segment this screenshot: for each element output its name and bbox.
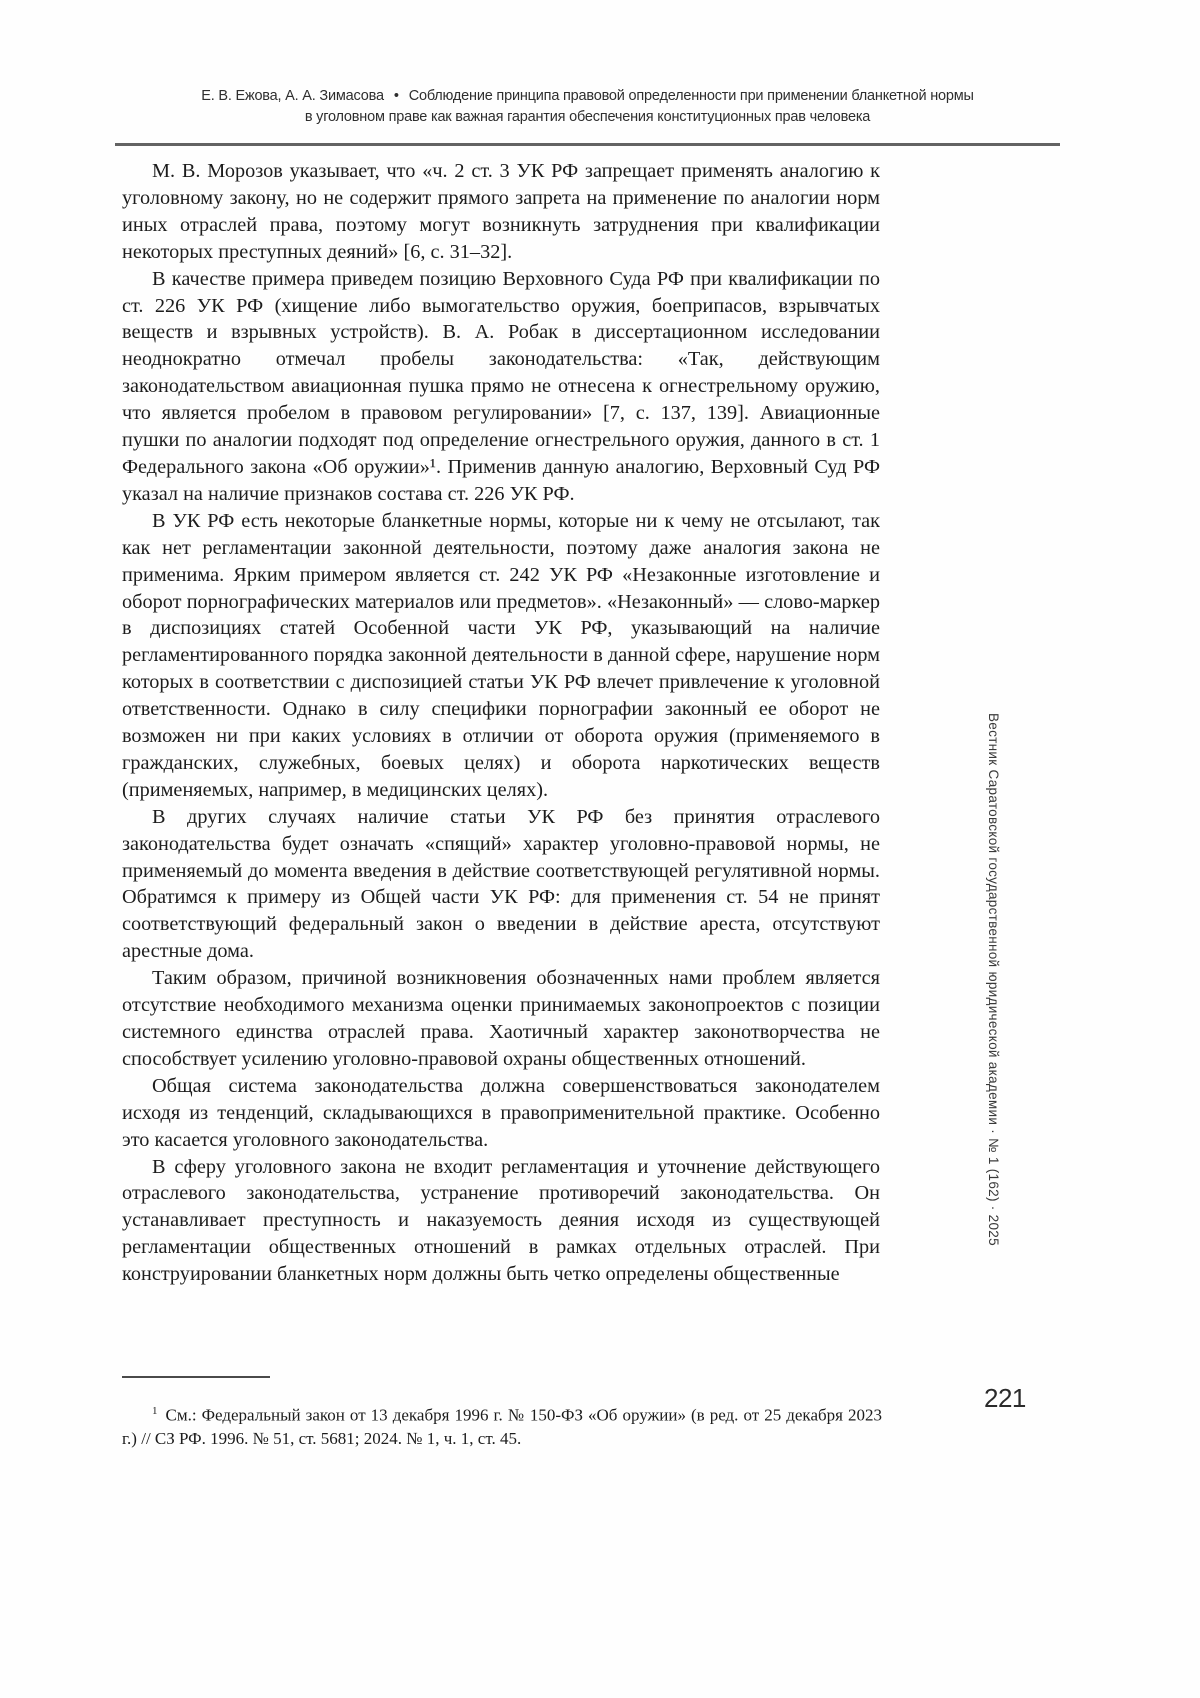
article-paragraph: В сферу уголовного закона не входит регламентация и уточнение действующего отраслевого законодательства, устранение противоречий законодательства. Он устанавливает преступность и наказуемость деяния исходя из существующей регламентации общественных отношений в рамках отдельных отраслей. При конструировании бланкетных норм должны быть четко определены общественные <box>122 1155 880 1286</box>
header-authors: Е. В. Ежова, А. А. Зимасова <box>201 88 384 104</box>
footnote-marker: 1 <box>152 1405 158 1417</box>
header-rule <box>115 143 1060 146</box>
article-paragraph: В качестве примера приведем позицию Верховного Суда РФ при квалификации по ст. 226 УК РФ (хищение либо вымогательство оружия, боеприпасов, взрывчатых веществ и взрывных устройств). В. А. Робак в диссертационном исследовании неоднократно отмечал пробелы законодательства: «Так, действующим законодательством авиационная пушка прямо не отнесена к огнестрельному оружию, что является пробелом в правовом регулировании» [7, с. 137, 139]. Авиационные пушки по аналогии подходят под определение огнестрельного оружия, данного в ст. 1 Федерального закона «Об оружии»¹. Применив данную аналогию, Верховный Суд РФ указал на наличие признаков состава ст. 226 УК РФ. <box>122 267 880 505</box>
article-paragraph: М. В. Морозов указывает, что «ч. 2 ст. 3 УК РФ запрещает применять аналогию к уголовному закону, но не содержит прямого запрета на применение по аналогии норм иных отраслей права, поэтому могут возникнуть затруднения при квалификации некоторых преступных деяний» [6, с. 31–32]. <box>122 160 880 263</box>
article-body <box>122 158 880 1288</box>
header-title-part1: Соблюдение принципа правовой определенности при применении бланкетной нормы <box>408 88 974 104</box>
article-paragraph: Общая система законодательства должна совершенствоваться законодателем исходя из тенденций, складывающихся в правоприменительной практике. Особенно это касается уголовного законодательства. <box>122 1074 880 1151</box>
header-title-part2: в уголовном праве как важная гарантия обеспечения конституционных прав человека <box>304 109 871 125</box>
header-separator-bullet: • <box>393 88 399 104</box>
article-paragraph: В других случаях наличие статьи УК РФ без принятия отраслевого законодательства будет означать «спящий» характер уголовно-правовой нормы, не применяемый до момента введения в действие соответствующей регулятивной нормы. Обратимся к примеру из Общей части УК РФ: для применения ст. 54 не принят соответствующий федеральный закон о введении в действие ареста, отсутствуют арестные дома. <box>122 805 880 963</box>
article-paragraph: Таким образом, причиной возникновения обозначенных нами проблем является отсутствие необходимого механизма оценки принимаемых законопроектов с позиции системного единства отраслей права. Хаотичный характер законотворчества не способствует усилению уголовно-правовой охраны общественных отношений. <box>122 967 880 1070</box>
journal-sidebar-caption: Вестник Саратовской государственной юридической академии · № 1 (162) · 2025 <box>986 713 1001 1246</box>
footnote-rule <box>122 1376 270 1378</box>
page-number: 221 <box>984 1383 1026 1413</box>
footnote-text: См.: Федеральный закон от 13 декабря 1996 г. № 150-ФЗ «Об оружии» (в ред. от 25 декабря 2023 г.) // СЗ РФ. 1996. № 51, ст. 5681; 2024. № 1, ч. 1, ст. 45. <box>122 1405 882 1449</box>
running-header-line1 <box>115 86 1060 107</box>
running-header <box>115 86 1060 128</box>
footnote <box>122 1400 882 1451</box>
article-paragraph: В УК РФ есть некоторые бланкетные нормы, которые ни к чему не отсылают, так как нет регламентации законной деятельности, поэтому даже аналогия закона не применима. Ярким примером является ст. 242 УК РФ «Незаконные изготовление и оборот порнографических материалов или предметов». «Незаконный» — слово-маркер в диспозициях статей Особенной части УК РФ, указывающий на наличие регламентированного порядка законной деятельности в данной сфере, нарушение норм которых в соответствии с диспозицией статьи УК РФ влечет привлечение к уголовной ответственности. Однако в силу специфики порнографии законный ее оборот не возможен ни при каких условиях в отличии от оборота оружия (применяемого в гражданских, служебных, боевых целях) и оборота наркотических веществ (применяемых, например, в медицинских целях). <box>122 509 880 801</box>
